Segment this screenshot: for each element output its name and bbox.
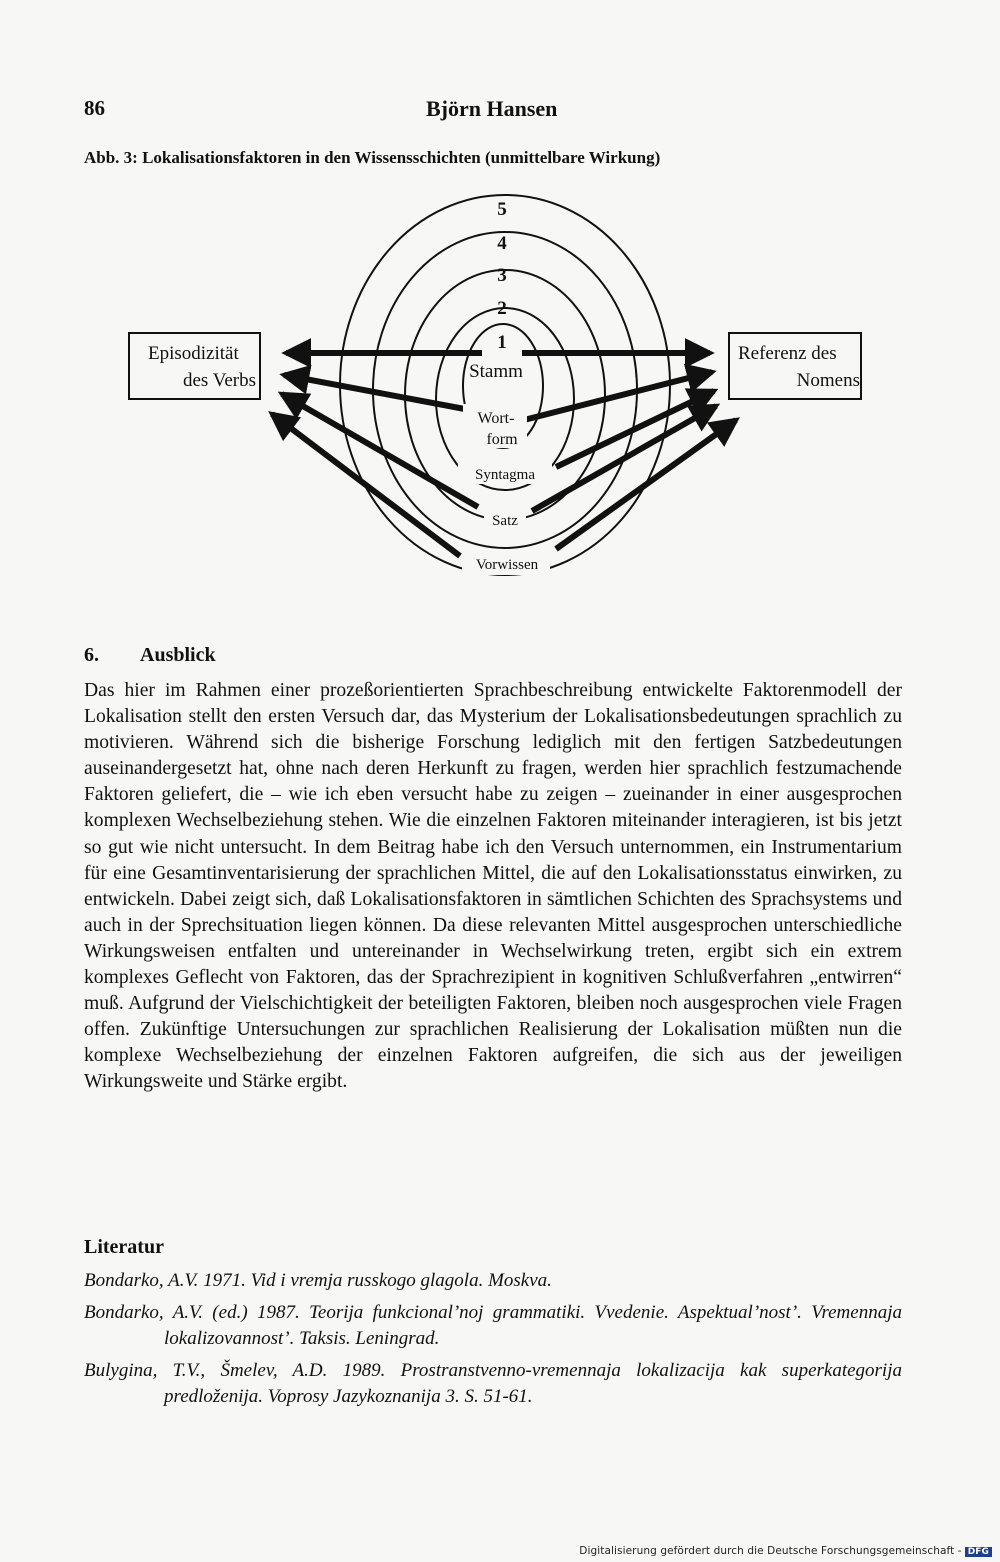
layer-number-2: 2 (497, 298, 507, 319)
reference-item: Bondarko, A.V. (ed.) 1987. Teorija funkcional’noj grammatiki. Vvedenie. Aspektual’nost’. Vremennaja lokalizovannost’. Taksis. Leningrad. (84, 1302, 902, 1349)
footer-text: Digitalisierung gefördert durch die Deutsche Forschungsgemeinschaft - (579, 1545, 962, 1557)
running-head: Björn Hansen (426, 96, 558, 121)
label-syntagma: Syntagma (475, 467, 535, 483)
arrow-vorwissen-left (272, 414, 460, 556)
label-wortform-2: form (486, 431, 518, 448)
arrow-wortform-right (524, 372, 712, 420)
label-stamm: Stamm (469, 361, 523, 382)
arrow-wortform-left (284, 375, 470, 410)
figure-caption: Abb. 3: Lokalisationsfaktoren in den Wissensschichten (unmittelbare Wirkung) (84, 148, 661, 167)
reference-item: Bulygina, T.V., Šmelev, A.D. 1989. Prostranstvenno-vremennaja lokalizacija kak superkategorija predloženija. Voprosy Jazykoznanija 3. S. 51-61. (84, 1360, 902, 1407)
right-box-line1: Referenz des (738, 343, 837, 364)
page-number: 86 (84, 96, 105, 120)
label-wortform-1: Wort- (477, 410, 515, 427)
dfg-logo: DFG (965, 1547, 992, 1557)
left-box-line1: Episodizität (148, 343, 239, 364)
layer-number-5: 5 (497, 199, 507, 220)
layer-number-4: 4 (497, 233, 507, 254)
literature-heading: Literatur (84, 1236, 164, 1258)
reference-item: Bondarko, A.V. 1971. Vid i vremja russkogo glagola. Moskva. (84, 1270, 552, 1291)
left-box-line2: des Verbs (182, 370, 256, 391)
label-satz: Satz (492, 513, 518, 529)
digitization-footer (579, 1545, 992, 1557)
section-title: Ausblick (140, 644, 216, 666)
right-box-line2: Nomens (796, 370, 860, 391)
layer-number-1: 1 (497, 332, 507, 353)
layer-number-3: 3 (497, 265, 507, 286)
label-vorwissen: Vorwissen (475, 557, 539, 573)
layer-diagram (0, 0, 1000, 600)
body-paragraph: Das hier im Rahmen einer prozeßorientierten Sprachbeschreibung entwickelte Faktorenmodell der Lokalisation stellt den ersten Versuch dar, das Mysterium der Lokalisationsbedeutungen sprachlich zu motivieren. Während sich die bisherige Forschung lediglich mit den fertigen Satzbedeutungen auseinandergesetzt hat, ohne nach deren Herkunft zu fragen, werden hier sprachlich festzumachende Faktoren geliefert, die – wie ich eben versucht habe zu zeigen – zueinander in einer ausgesprochen komplexen Wechselbeziehung stehen. Wie die einzelnen Faktoren miteinander interagieren, ist bis jetzt so gut wie nicht untersucht. In dem Beitrag habe ich den Versuch unternommen, ein Instrumentarium für eine Gesamtinventarisierung der sprachlichen Mittel, die auf den Lokalisationsstatus einwirken, zu entwickeln. Dabei zeigt sich, daß Lokalisationsfaktoren in sämtlichen Schichten des Sprachsystems und auch in der Sprechsituation liegen können. Da diese relevanten Mittel ausgesprochen unterschiedliche Wirkungsweisen entfalten und untereinander in Wechselwirkung treten, ergibt sich ein extrem komplexes Geflecht von Faktoren, das der Sprachrezipient in kognitiven Schlußverfahren „entwirren“ muß. Aufgrund der Vielschichtigkeit der beteiligten Faktoren, bleiben noch ausgesprochen viele Fragen offen. Zukünftige Untersuchungen zur sprachlichen Realisierung der Lokalisation müßten nun die komplexe Wechselbeziehung der einzelnen Faktoren aufgreifen, die sich aus der jeweiligen Wirkungsweite und Stärke ergibt. (84, 680, 902, 1093)
reference-list (84, 1268, 902, 1416)
arrow-satz-right (532, 406, 716, 511)
section-heading (84, 644, 216, 667)
section-number: 6. (84, 644, 99, 666)
